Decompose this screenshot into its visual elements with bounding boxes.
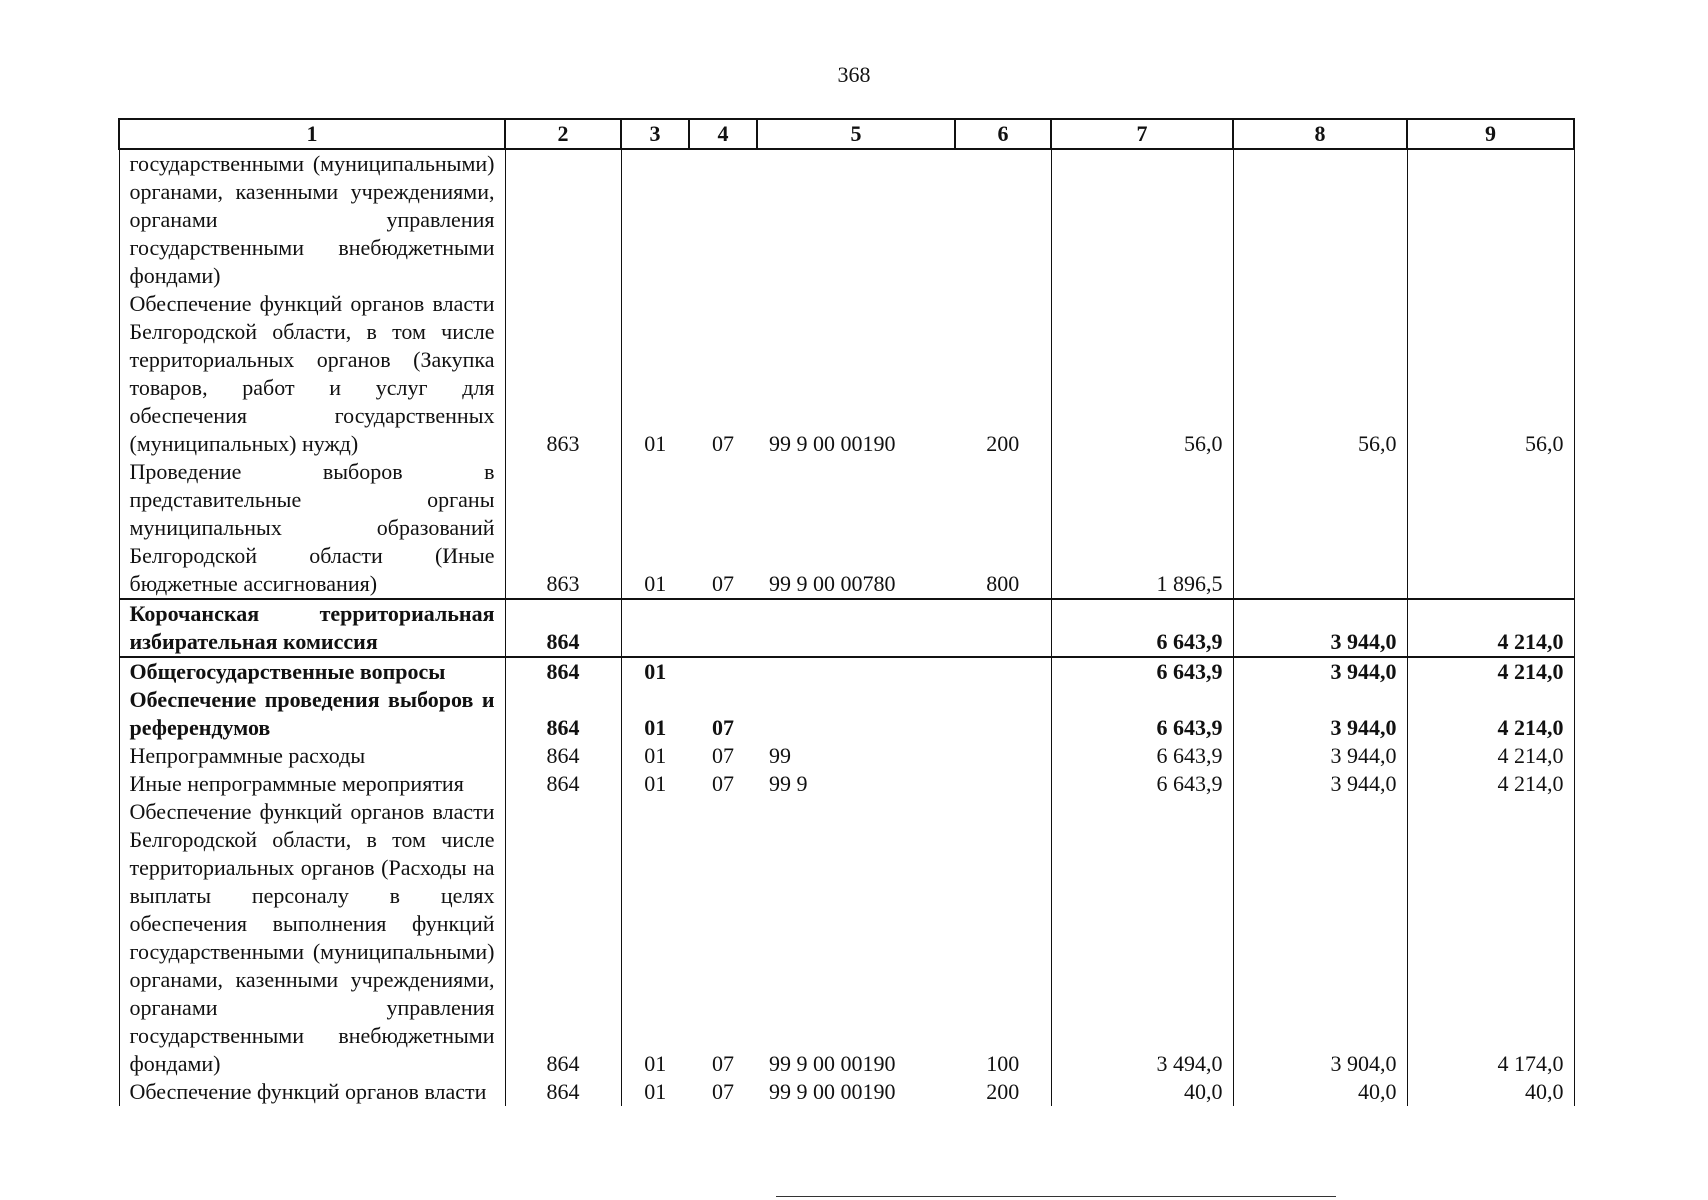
row-code-subsection (689, 657, 757, 686)
row-amount-year2 (1233, 458, 1407, 599)
row-code-expense-type (955, 657, 1051, 686)
row-code-section: 01 (621, 290, 689, 458)
row-code-expense-type (955, 686, 1051, 742)
row-code-admin: 863 (505, 290, 621, 458)
header-cell-8: 8 (1233, 119, 1407, 149)
budget-table (118, 118, 1575, 1106)
row-name: Корочанская территориальная избирательная комиссия (119, 599, 505, 657)
row-code-expense-type (955, 149, 1051, 290)
row-amount-year2: 3 944,0 (1233, 657, 1407, 686)
page-number: 368 (837, 62, 871, 87)
row-amount-year1: 3 494,0 (1051, 798, 1233, 1078)
row-amount-year2: 3 944,0 (1233, 599, 1407, 657)
row-code-subsection: 07 (712, 743, 734, 768)
row-amount-year1: 6 643,9 (1051, 657, 1233, 686)
row-amount-year1: 1 896,5 (1051, 458, 1233, 599)
table-row (119, 458, 1574, 599)
row-code-article: 99 9 00 00190 (769, 431, 896, 456)
row-amount-year2: 3 944,0 (1233, 770, 1407, 798)
row-code-admin: 863 (505, 458, 621, 599)
row-amount-year1: 6 643,9 (1051, 742, 1233, 770)
row-code-admin: 864 (505, 599, 621, 657)
row-name: Иные непрограммные мероприятия (119, 770, 505, 798)
row-name: Проведение выборов в представительные органы муниципальных образований Белгородской области (Иные бюджетные ассигнования) (119, 458, 505, 599)
row-amount-year3: 4 214,0 (1407, 686, 1574, 742)
row-code-section: 01 (621, 1078, 689, 1106)
header-cell-6: 6 (955, 119, 1051, 149)
row-code-admin: 864 (505, 798, 621, 1078)
row-amount-year1: 6 643,9 (1051, 599, 1233, 657)
row-name: Обеспечение функций органов власти (119, 1078, 505, 1106)
row-code-article (757, 686, 955, 742)
row-code-section: 01 (621, 770, 689, 798)
row-amount-year3: 56,0 (1407, 290, 1574, 458)
row-amount-year1: 6 643,9 (1051, 686, 1233, 742)
table-row (119, 599, 1574, 657)
row-amount-year1: 40,0 (1051, 1078, 1233, 1106)
row-code-article (757, 657, 955, 686)
table-row (119, 770, 1574, 798)
table-row (119, 686, 1574, 742)
row-code-expense-type: 800 (955, 458, 1051, 599)
row-code-expense-type (955, 599, 1051, 657)
row-code-expense-type: 100 (955, 798, 1051, 1078)
table-row (119, 149, 1574, 290)
row-amount-year3: 4 214,0 (1407, 599, 1574, 657)
row-amount-year1 (1051, 149, 1233, 290)
header-cell-9: 9 (1407, 119, 1574, 149)
row-code-admin: 864 (505, 742, 621, 770)
table-row (119, 742, 1574, 770)
header-cell-7: 7 (1051, 119, 1233, 149)
row-code-article (757, 599, 955, 657)
row-code-subsection: 07 (712, 431, 734, 456)
row-code-section (621, 599, 689, 657)
row-amount-year3 (1407, 149, 1574, 290)
row-code-section: 01 (621, 657, 689, 686)
row-amount-year3: 40,0 (1407, 1078, 1574, 1106)
row-code-subsection: 07 (712, 571, 734, 596)
table-row (119, 657, 1574, 686)
row-code-expense-type: 200 (955, 1078, 1051, 1106)
header-cell-3: 3 (621, 119, 689, 149)
row-amount-year2: 3 904,0 (1233, 798, 1407, 1078)
row-code-article: 99 9 00 00780 (769, 571, 896, 596)
row-amount-year2: 56,0 (1233, 290, 1407, 458)
row-code-subsection: 07 (712, 1051, 734, 1076)
row-amount-year2: 40,0 (1233, 1078, 1407, 1106)
row-code-expense-type (955, 770, 1051, 798)
row-name: Обеспечение проведения выборов и референдумов (119, 686, 505, 742)
row-name: государственными (муниципальными) органами, казенными учреждениями, органами управления государственными внебюджетными фондами) (119, 149, 505, 290)
row-amount-year3: 4 214,0 (1407, 657, 1574, 686)
row-code-section: 01 (621, 458, 689, 599)
row-code-admin: 864 (505, 770, 621, 798)
row-code-subsection (689, 599, 757, 657)
row-amount-year2 (1233, 149, 1407, 290)
table-body (119, 149, 1574, 1106)
row-code-section: 01 (621, 686, 689, 742)
row-code-expense-type (955, 742, 1051, 770)
table-row (119, 798, 1574, 1078)
row-code-admin: 864 (505, 686, 621, 742)
row-code-article: 99 9 (769, 771, 808, 796)
table-row (119, 1078, 1574, 1106)
row-name: Общегосударственные вопросы (119, 657, 505, 686)
header-row (119, 119, 1574, 149)
row-amount-year1: 56,0 (1051, 290, 1233, 458)
header-cell-5: 5 (757, 119, 955, 149)
row-code-subsection: 07 (712, 771, 734, 796)
row-code-section (621, 149, 689, 290)
row-code-section: 01 (621, 742, 689, 770)
row-amount-year2: 3 944,0 (1233, 686, 1407, 742)
row-code-admin: 864 (505, 1078, 621, 1106)
header-cell-1: 1 (119, 119, 505, 149)
row-name: Обеспечение функций органов власти Белгородской области, в том числе территориальных органов (Закупка товаров, работ и услуг для обеспечения государственных (муниципальных) нужд) (119, 290, 505, 458)
row-code-subsection: 07 (712, 1079, 734, 1104)
row-amount-year3 (1407, 458, 1574, 599)
row-code-article: 99 9 00 00190 (769, 1051, 896, 1076)
row-amount-year1: 6 643,9 (1051, 770, 1233, 798)
table-row (119, 290, 1574, 458)
row-amount-year3: 4 214,0 (1407, 770, 1574, 798)
row-code-article (757, 149, 955, 290)
header-cell-2: 2 (505, 119, 621, 149)
header-cell-4: 4 (689, 119, 757, 149)
row-name: Непрограммные расходы (119, 742, 505, 770)
row-code-article: 99 9 00 00190 (769, 1079, 896, 1104)
row-amount-year2: 3 944,0 (1233, 742, 1407, 770)
row-code-subsection: 07 (712, 715, 734, 740)
row-code-expense-type: 200 (955, 290, 1051, 458)
row-code-section: 01 (621, 798, 689, 1078)
row-code-subsection (689, 149, 757, 290)
footer-rule (776, 1196, 1336, 1197)
row-code-admin: 864 (505, 657, 621, 686)
row-name: Обеспечение функций органов власти Белгородской области, в том числе территориальных органов (Расходы на выплаты персоналу в целях обеспечения выполнения функций государственными (муниципальными) органами, казенными учреждениями, органами управления государственными внебюджетными фондами) (119, 798, 505, 1078)
row-code-admin (505, 149, 621, 290)
row-code-article: 99 (769, 743, 791, 768)
row-amount-year3: 4 174,0 (1407, 798, 1574, 1078)
row-amount-year3: 4 214,0 (1407, 742, 1574, 770)
